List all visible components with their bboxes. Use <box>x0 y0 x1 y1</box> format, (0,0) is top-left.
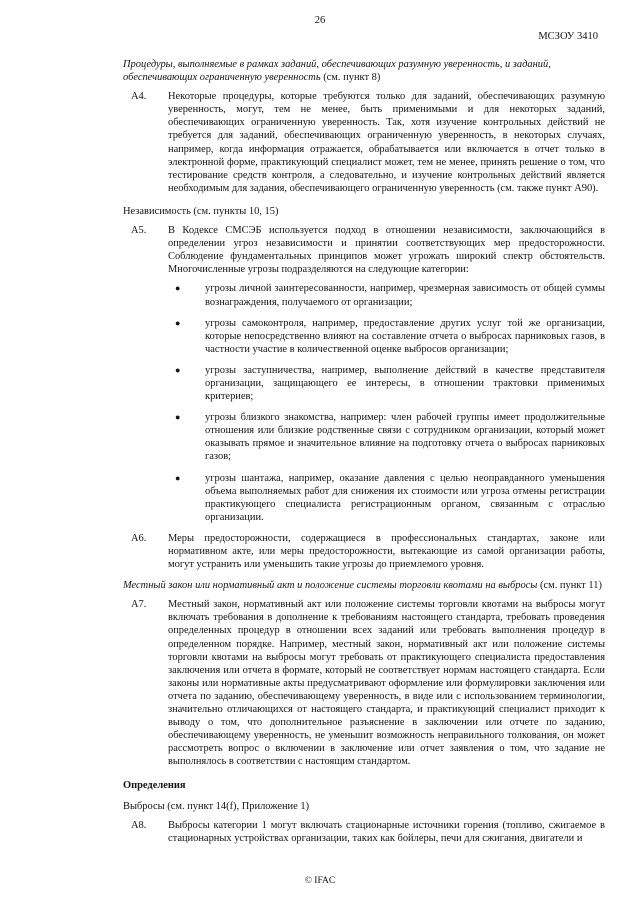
paragraph-a7 <box>131 598 605 768</box>
list-item-text: угрозы близкого знакомства, например: член рабочей группы имеет продолжительные отношения или близкие родственные связи с сотрудником организации, который может оказывать прямое и значительное влияние на подготовку отчета о выбросах парниковых газов; <box>205 412 605 463</box>
list-item <box>168 472 605 524</box>
section-heading-independence: Независимость (см. пункты 10, 15) <box>123 205 279 217</box>
paragraph-a5 <box>131 224 605 532</box>
paragraph-a4 <box>131 90 605 195</box>
list-item-text: угрозы самоконтроля, например, предоставление других услуг той же организации, которые непосредственно влияют на составление отчета о выбросах парниковых газов, в частности участие в количественной оценке выбросов организации; <box>205 317 605 355</box>
list-item-text: угрозы шантажа, например, оказание давления с целью неоправданного уменьшения объема выполняемых работ для снижения их стоимости или угроза отмены регистрации практикующего специалиста регистрационным органом, связанным с отраслью организации. <box>205 472 605 523</box>
paragraph-number: A5. <box>131 225 147 237</box>
paragraph-text: Некоторые процедуры, которые требуются только для заданий, обеспечивающих разумную уверенность, могут, тем не менее, быть применимыми и для некоторых заданий, обеспечивающих ограниченную уверенность. Так, хотя изучение контрольных действий не требуется для заданий, обеспечивающих ограниченную уверенность, в некоторых случаях, например, когда информация отражается, обрабатывается или включается в отчет только в электронной форме, практикующий специалист может, тем не менее, принять решение о том, что тестирование средств контроля, а следовательно, и изучение контрольных действий является необходимым для задания, обеспечивающего ограниченную уверенность (см. также пункт А90). <box>168 91 605 194</box>
footer-copyright: © IFAC <box>304 876 336 886</box>
page-content <box>123 58 605 853</box>
heading-italic-text: Процедуры, выполняемые в рамках заданий, обеспечивающих разумную уверенность, и заданий, обеспечивающих ограниченную уверенность <box>123 59 551 84</box>
paragraph-text: В Кодексе СМСЭБ используется подход в отношении независимости, заключающийся в определении угроз независимости и принятии соответствующих мер предосторожности. Соблюдение фундаментальных принципов может угрожать широкий спектр обстоятельств. Многочисленные угрозы подразделяются на следующие категории: <box>168 225 605 276</box>
list-item-text: угрозы заступничества, например, выполнение действий в качестве представителя организации, защищающего ее интересы, в отношении трактовки применимых критериев; <box>205 364 605 403</box>
paragraph-number: A6. <box>131 532 147 544</box>
section-heading-local-law <box>123 579 605 592</box>
paragraph-number: A4. <box>131 91 147 103</box>
list-item <box>168 411 605 463</box>
paragraph-text: Меры предосторожности, содержащиеся в профессиональных стандартах, законе или нормативном акте, или меры предосторожности, вытекающие из самой организации работы, могут устранить или уменьшить такие угрозы до приемлемого уровня. <box>168 532 605 571</box>
bullet-icon: ● <box>175 317 181 328</box>
heading-reference: (см. пункт 11) <box>537 580 602 592</box>
paragraph-text: Местный закон, нормативный акт или положение системы торговли квотами на выбросы могут включать требования в дополнение к требованиям настоящего стандарта, требовать проведения определенных процедур в отношении всех заданий или требовать выполнения процедур в определенном порядке. Например, местный закон, нормативный акт или положение системы торговли квотами на выбросы могут требовать от практикующего специалиста предоставления заключения или отчета в формате, который не соответствует нормам настоящего стандарта. Если законы или нормативные акты предусматривают оформление или формулировки заключения или отчета по заданию, обеспечивающему уверенность, в виде или с использованием терминологии, значительно отличающихся от настоящего стандарта, и практикующий специалист приходит к выводу о том, что дополнительное разъяснение в заключении или отчете по заданию, обеспечивающему уверенность, не уменьшит возможность неправильного толкования, он может рассмотреть вопрос о включении в заключение или отчет заявления о том, что задание не выполнялось в соответствии с настоящим стандартом. <box>168 599 605 768</box>
threat-list <box>168 282 605 524</box>
bullet-icon: ● <box>175 412 181 423</box>
section-title-definitions: Определения <box>123 779 186 791</box>
page-number: 26 <box>314 15 326 26</box>
list-item <box>168 364 605 403</box>
paragraph-number: A7. <box>131 599 147 611</box>
section-heading-procedures <box>123 58 605 84</box>
bullet-icon: ● <box>175 472 181 483</box>
list-item <box>168 282 605 308</box>
paragraph-body <box>168 224 605 532</box>
paragraph-text: Выбросы категории 1 могут включать стационарные источники горения (топливо, сжигаемое в стационарных устройствах организации, таких как бойлеры, печи для сжигания, двигатели и <box>168 819 605 844</box>
paragraph-a6 <box>131 532 605 571</box>
sub-heading-emissions: Выбросы (см. пункт 14(f), Приложение 1) <box>123 800 310 812</box>
heading-reference: (см. пункт 8) <box>320 72 381 84</box>
list-item-text: угрозы личной заинтересованности, например, чрезмерная зависимость от общей суммы вознаграждения, получаемого от организации; <box>205 283 605 308</box>
paragraph-a8 <box>131 819 605 845</box>
bullet-icon: ● <box>175 364 181 375</box>
list-item <box>168 317 605 356</box>
paragraph-number: A8. <box>131 819 147 831</box>
heading-italic-text: Местный закон или нормативный акт и положение системы торговли квотами на выбросы <box>123 580 538 592</box>
document-code: МСЗОУ 3410 <box>538 31 598 42</box>
bullet-icon: ● <box>175 283 181 294</box>
